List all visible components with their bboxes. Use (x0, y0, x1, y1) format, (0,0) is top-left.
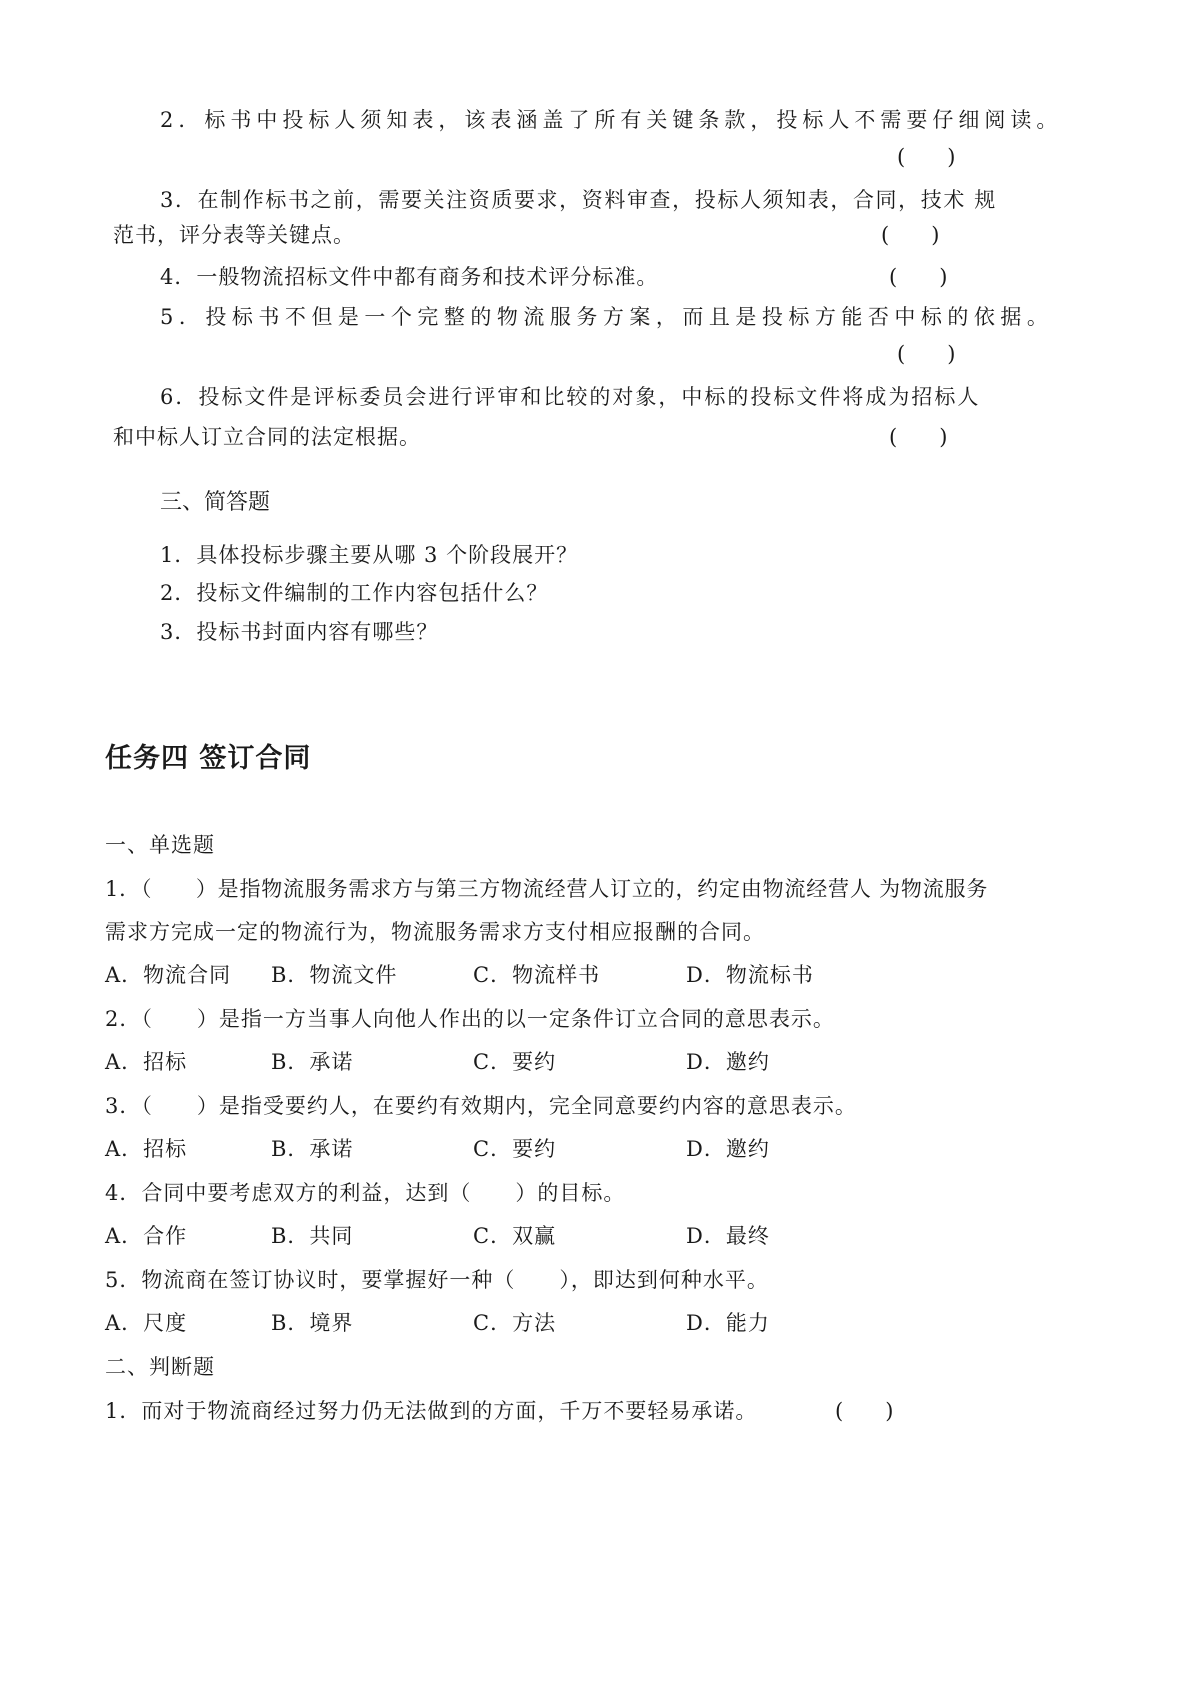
mc-option-b: B．共同 (271, 1224, 354, 1248)
mc-option-c: C．要约 (473, 1050, 557, 1074)
mc-option-a: A．尺度 (105, 1311, 188, 1335)
mc-option-c: C．双赢 (473, 1224, 557, 1248)
mc-option-d: D．邀约 (686, 1050, 770, 1074)
mc-question-1-line-1: 1．（ ）是指物流服务需求方与第三方物流经营人订立的，约定由物流经营人 为物流服务 (105, 877, 989, 901)
mc-option-a: A．招标 (105, 1137, 188, 1161)
mc-option-a: A．合作 (105, 1224, 188, 1248)
mc-option-d: D．物流标书 (686, 963, 814, 987)
tf-question-5: 5．投标书不但是一个完整的物流服务方案，而且是投标方能否中标的依据。 (160, 305, 1054, 329)
tf-question-6-line-1: 6．投标文件是评标委员会进行评审和比较的对象，中标的投标文件将成为招标人 (160, 385, 981, 409)
tf-question-6-line-2: 和中标人订立合同的法定根据。 (113, 425, 421, 449)
mc-option-a: A．招标 (105, 1050, 188, 1074)
answer-blank: ( ) (889, 425, 948, 449)
mc-question-1-line-2: 需求方完成一定的物流行为，物流服务需求方支付相应报酬的合同。 (105, 920, 765, 944)
mc-option-d: D．邀约 (686, 1137, 770, 1161)
mc-question-3: 3．（ ）是指受要约人，在要约有效期内，完全同意要约内容的意思表示。 (105, 1094, 857, 1118)
mc-option-b: B．境界 (271, 1311, 354, 1335)
mc-option-b: B．物流文件 (271, 963, 398, 987)
mc-option-d: D．能力 (686, 1311, 770, 1335)
true-false-heading: 二、判断题 (105, 1355, 215, 1379)
task-title: 任务四 签订合同 (105, 743, 312, 774)
answer-blank: ( ) (897, 145, 956, 169)
mc-question-5: 5．物流商在签订协议时，要掌握好一种（ ），即达到何种水平。 (105, 1268, 769, 1292)
mc-question-2: 2．（ ）是指一方当事人向他人作出的以一定条件订立合同的意思表示。 (105, 1007, 835, 1031)
mc-option-c: C．方法 (473, 1311, 557, 1335)
short-answer-question-1: 1．具体投标步骤主要从哪 3 个阶段展开？ (160, 543, 579, 567)
tf-question-3-line-2: 范书，评分表等关键点。 (113, 223, 355, 247)
answer-blank: ( ) (881, 223, 940, 247)
answer-blank: ( ) (835, 1399, 894, 1423)
tf-question-3-line-1: 3．在制作标书之前，需要关注资质要求，资料审查，投标人须知表，合同，技术 规 (160, 188, 997, 212)
mc-option-b: B．承诺 (271, 1050, 354, 1074)
mc-option-c: C．物流样书 (473, 963, 601, 987)
mc-option-b: B．承诺 (271, 1137, 354, 1161)
short-answer-question-2: 2．投标文件编制的工作内容包括什么？ (160, 581, 549, 605)
multiple-choice-heading: 一、单选题 (105, 833, 215, 857)
mc-option-a: A．物流合同 (105, 963, 232, 987)
answer-blank: ( ) (897, 342, 956, 366)
mc-option-d: D．最终 (686, 1224, 770, 1248)
short-answer-heading: 三、简答题 (160, 490, 271, 515)
mc-question-4: 4．合同中要考虑双方的利益，达到（ ）的目标。 (105, 1181, 626, 1205)
mc-option-c: C．要约 (473, 1137, 557, 1161)
tf-question-4: 4．一般物流招标文件中都有商务和技术评分标准。 (160, 265, 659, 289)
short-answer-question-3: 3．投标书封面内容有哪些？ (160, 620, 439, 644)
tf-question-1: 1．而对于物流商经过努力仍无法做到的方面，千万不要轻易承诺。 (105, 1399, 758, 1423)
answer-blank: ( ) (889, 265, 948, 289)
tf-question-2: 2．标书中投标人须知表，该表涵盖了所有关键条款，投标人不需要仔细阅读。 (160, 108, 1063, 132)
